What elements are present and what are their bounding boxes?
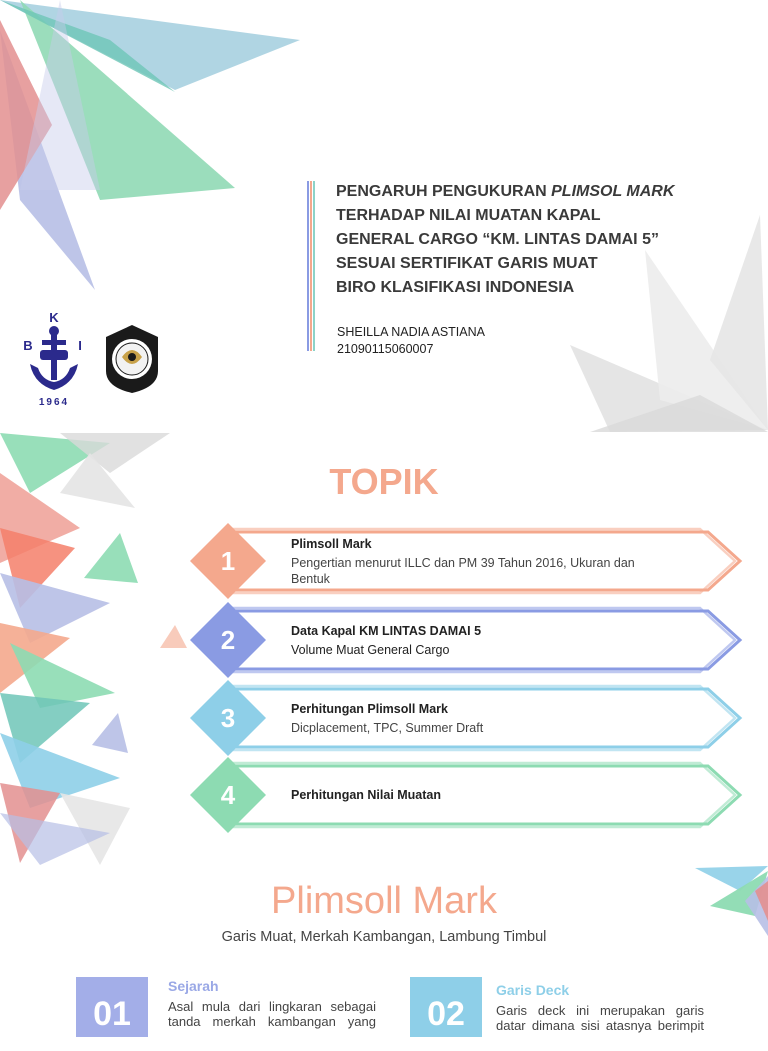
- title-line-3: GENERAL CARGO “KM. LINTAS DAMAI 5”: [336, 231, 659, 248]
- topics-slide: [0, 433, 768, 865]
- topics-heading: TOPIK: [329, 461, 439, 502]
- topic-subtitle: Volume Muat General Cargo: [291, 642, 450, 657]
- topic-item-1[interactable]: [190, 523, 745, 599]
- topic-title: Data Kapal KM LINTAS DAMAI 5: [291, 623, 482, 638]
- topic-number: 3: [220, 703, 236, 733]
- card-title-sejarah: Sejarah: [168, 978, 219, 994]
- card-number-02: 02: [410, 977, 482, 1037]
- topic-subtitle: Pengertian menurut ILLC dan PM 39 Tahun 2016, Ukuran dan Bentuk: [291, 555, 635, 586]
- presentation-title: [336, 180, 736, 300]
- title-slide: [0, 0, 768, 432]
- title-line-2: TERHADAP NILAI MUATAN KAPAL: [336, 207, 601, 224]
- bki-letter-b: B: [23, 338, 33, 353]
- bki-year: 1964: [38, 397, 70, 408]
- plimsoll-mark-slide: [0, 866, 768, 1033]
- card-text-garis-deck: Garis deck ini merupakan garis datar dimana sisi atasnya berimpit: [496, 1003, 704, 1033]
- bki-letter-i: I: [78, 338, 82, 353]
- author-block: [337, 324, 485, 358]
- plimsoll-subheading: Garis Muat, Merkah Kambangan, Lambung Timbul: [221, 929, 547, 945]
- card-title-garis-deck: Garis Deck: [496, 982, 570, 998]
- title-accent-bar: [307, 181, 317, 351]
- author-name: SHEILLA NADIA ASTIANA: [337, 325, 485, 339]
- anchor-icon: [30, 326, 78, 390]
- topic-item-2[interactable]: [190, 602, 745, 678]
- author-id: 21090115060007: [337, 342, 434, 356]
- topic-number: 1: [220, 546, 236, 576]
- university-seal: [102, 323, 162, 395]
- topic-title: Perhitungan Nilai Muatan: [291, 788, 442, 802]
- bki-logo: [20, 308, 88, 408]
- topic-item-4[interactable]: [190, 757, 745, 833]
- topic-item-3[interactable]: [190, 680, 745, 756]
- bki-letter-k: K: [49, 310, 59, 325]
- title-line-4: SESUAI SERTIFIKAT GARIS MUAT: [336, 255, 598, 272]
- topic-number: 2: [220, 625, 236, 655]
- topic-title: Perhitungan Plimsoll Mark: [291, 701, 448, 716]
- title-line-5: BIRO KLASIFIKASI INDONESIA: [336, 279, 575, 296]
- plimsoll-heading: Plimsoll Mark: [271, 880, 497, 922]
- topic-number: 4: [220, 780, 236, 810]
- title-line-1: PENGARUH PENGUKURAN PLIMSOL MARK: [336, 183, 675, 200]
- topic-title: Plimsoll Mark: [291, 536, 372, 551]
- card-text-sejarah: Asal mula dari lingkaran sebagai tanda merkah kambangan yang: [168, 999, 376, 1029]
- topic-subtitle: Dicplacement, TPC, Summer Draft: [291, 720, 484, 735]
- card-number-01: 01: [76, 977, 148, 1037]
